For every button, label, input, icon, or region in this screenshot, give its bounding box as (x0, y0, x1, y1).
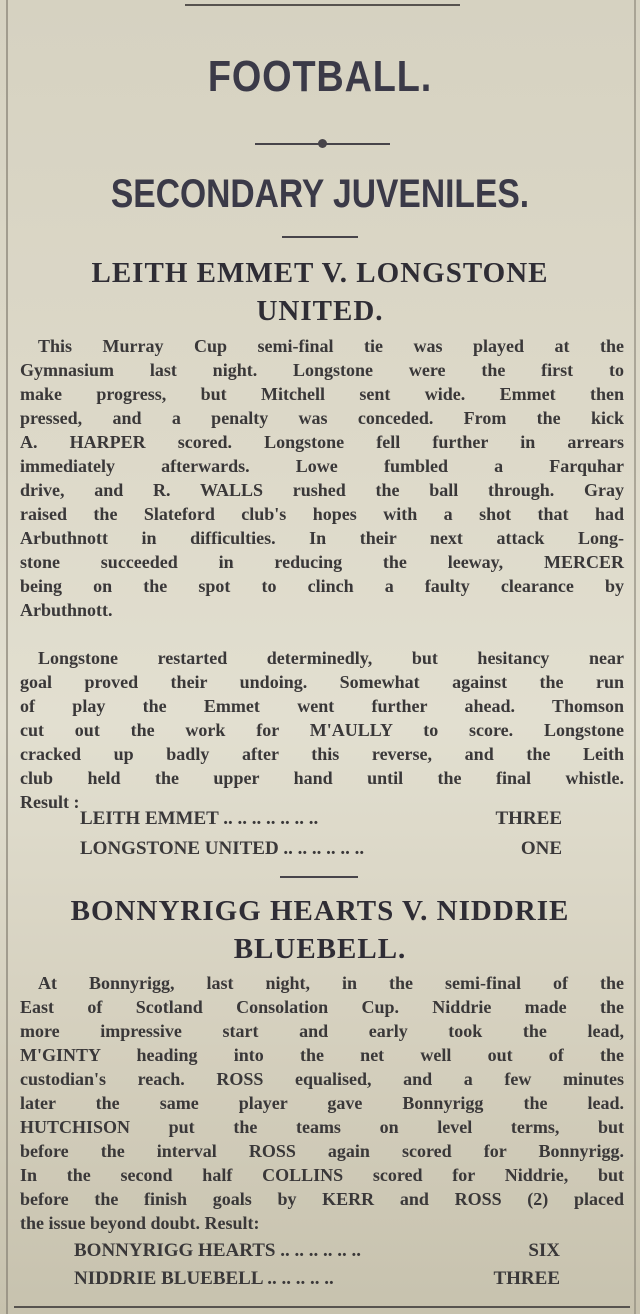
text-line: cracked up badly after this reverse, and the Leith (20, 744, 624, 764)
match-title-line: BLUEBELL. (233, 933, 407, 965)
bottom-rule (14, 1306, 630, 1308)
text-line: HUTCHISON put the teams on level terms, but (20, 1117, 624, 1137)
result-score: THREE (495, 808, 562, 829)
text-line: This Murray Cup semi-final tie was played at the (38, 336, 624, 356)
text-line: pressed, and a penalty was conceded. From the kick (20, 408, 624, 428)
text-line: later the same player gave Bonnyrigg the lead. (20, 1093, 624, 1113)
text-line: raised the Slateford club's hopes with a shot that had (20, 504, 624, 524)
article-1-paragraph-1 (20, 334, 624, 622)
article-divider (280, 876, 358, 878)
page-title: FOOTBALL. (207, 52, 433, 101)
article-2-paragraph-1 (20, 971, 624, 1235)
match-title-2 (0, 892, 640, 968)
text-line: more impressive start and early took the lead, (20, 1021, 624, 1041)
result-row (74, 1268, 560, 1290)
text-line: immediately afterwards. Lowe fumbled a Farquhar (20, 456, 624, 476)
text-line: of play the Emmet went further ahead. Thomson (20, 696, 624, 716)
text-line: East of Scotland Consolation Cup. Niddrie made the (20, 997, 624, 1017)
text-line: In the second half COLLINS scored for Niddrie, but (20, 1165, 624, 1185)
text-line: A. HARPER scored. Longstone fell further in arrears (20, 432, 624, 452)
text-line: goal proved their undoing. Somewhat against the run (20, 672, 624, 692)
article-1-paragraph-2 (20, 646, 624, 814)
text-line: At Bonnyrigg, last night, in the semi-final of the (38, 973, 624, 993)
text-line: before the interval ROSS again scored for Bonnyrigg. (20, 1141, 624, 1161)
text-line: Arbuthnott. (20, 600, 113, 620)
text-line: stone succeeded in reducing the leeway, MERCER (20, 552, 624, 572)
column-rule-left (6, 0, 8, 1314)
text-line: M'GINTY heading into the net well out of the (20, 1045, 624, 1065)
match-title-1 (0, 254, 640, 330)
result-score: SIX (528, 1240, 560, 1261)
result-row (74, 1240, 560, 1262)
result-team: LEITH EMMET .. .. .. .. .. .. .. (80, 808, 319, 829)
text-line: Arbuthnott in difficulties. In their next attack Long- (20, 528, 624, 548)
text-line: before the finish goals by KERR and ROSS (2) placed (20, 1189, 624, 1209)
match-title-line: UNITED. (256, 295, 384, 327)
text-line: Longstone restarted determinedly, but hesitancy near (38, 648, 624, 668)
result-score: THREE (493, 1268, 560, 1289)
text-line: custodian's reach. ROSS equalised, and a few minutes (20, 1069, 624, 1089)
match-title-line: BONNYRIGG HEARTS V. NIDDRIE (70, 895, 570, 927)
text-line: Result : (20, 792, 80, 812)
result-row (80, 838, 562, 860)
result-team: NIDDRIE BLUEBELL .. .. .. .. .. (74, 1268, 334, 1289)
column-rule-right (634, 0, 636, 1314)
text-line: Gymnasium last night. Longstone were the first to (20, 360, 624, 380)
top-rule (185, 4, 460, 6)
text-line: the issue beyond doubt. Result: (20, 1213, 260, 1233)
text-line: being on the spot to clinch a faulty clearance by (20, 576, 624, 596)
text-line: drive, and R. WALLS rushed the ball through. Gray (20, 480, 624, 500)
text-line: cut out the work for M'AULLY to score. Longstone (20, 720, 624, 740)
text-line: make progress, but Mitchell sent wide. Emmet then (20, 384, 624, 404)
result-row (80, 808, 562, 830)
section-rule (282, 236, 358, 238)
text-line: club held the upper hand until the final whistle. (20, 768, 624, 788)
match-title-line: LEITH EMMET V. LONGSTONE (91, 257, 549, 289)
result-team: BONNYRIGG HEARTS .. .. .. .. .. .. (74, 1240, 362, 1261)
result-team: LONGSTONE UNITED .. .. .. .. .. .. (80, 838, 365, 859)
result-score: ONE (520, 838, 562, 859)
section-heading: SECONDARY JUVENILES. (110, 172, 530, 216)
ornament-dot (318, 139, 327, 148)
